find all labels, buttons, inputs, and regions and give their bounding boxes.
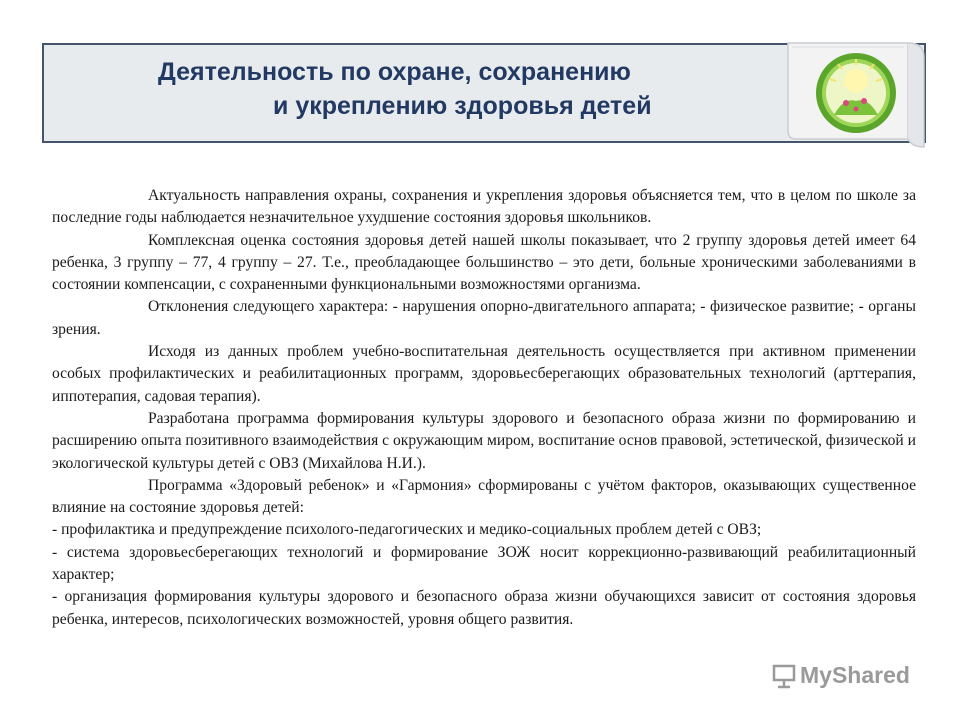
title-line-2: и укреплению здоровья детей xyxy=(273,92,652,120)
list-item: - организация формирования культуры здорового и безопасного образа жизни обучающихся зависит от состояния здоровья ребенка, интересов, психологических возможностей, уровня общего развития. xyxy=(52,588,916,628)
list-item: - система здоровьесберегающих технологий и формирование ЗОЖ носит коррекционно-развивающий реабилитационный характер; xyxy=(52,543,916,584)
watermark-text: MyShared xyxy=(800,662,910,688)
list-item: - профилактика и предупреждение психолого-педагогических и медико-социальных проблем детей с ОВЗ; xyxy=(52,521,762,539)
paragraph: Комплексная оценка состояния здоровья детей нашей школы показывает, что 2 группу здоровья детей имеет 64 ребенка, 3 группу – 77, 4 группу – 27. Т.е., преобладающее большинство – это дети, больные хроническими заболеваниями в состоянии компенсации, с сохраненными функциональными возможностями организма. xyxy=(52,231,916,294)
paragraph: Исходя из данных проблем учебно-воспитательная деятельность осуществляется при активном применении особых профилактических и реабилитационных программ, здоровьесберегающих образовательных технологий (арттерапия, иппотерапия, садовая терапия). xyxy=(52,343,916,405)
body-text xyxy=(52,185,916,631)
presentation-icon xyxy=(772,663,796,689)
paragraph: Актуальность направления охраны, сохранения и укрепления здоровья объясняется тем, что в целом по школе за последние годы наблюдается незначительное ухудшение состояния здоровья школьников. xyxy=(52,187,916,227)
watermark xyxy=(772,662,927,690)
paragraph: Программа «Здоровый ребенок» и «Гармония» сформированы с учётом факторов, оказывающих существенное влияние на состояние здоровья детей: xyxy=(52,476,916,517)
title-line-1: Деятельность по охране, сохранению xyxy=(158,58,631,86)
paragraph: Разработана программа формирования культуры здорового и безопасного образа жизни по формированию и расширению опыта позитивного взаимодействия с окружающим миром, воспитание основ правовой, эстетической, физической и экологической культуры детей с ОВЗ (Михайлова Н.И.). xyxy=(52,409,916,472)
header-banner xyxy=(42,43,926,143)
emblem-icon xyxy=(784,39,932,151)
paragraph: Отклонения следующего характера: - нарушения опорно-двигательного аппарата; - физическое развитие; - органы зрения. xyxy=(52,298,916,338)
